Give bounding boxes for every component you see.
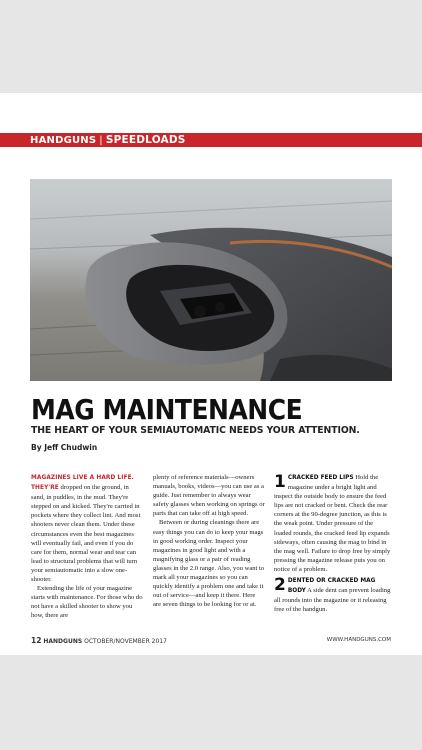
list-item-dented-mag-body <box>274 576 392 614</box>
column-1-text-1: dropped on the ground, in sand, in puddles, in the mud. They're stepped on and kicked. They're carried in pockets where they collect lint. And most shooters never clean them. Under these circumstances even the best magazines will eventually fail, and even if you do care for them, normal wear and tear can lead to structural problems that will turn your semiautomatic into a slow one-shooter. <box>31 484 141 584</box>
lead-in: MAGAZINES LIVE A HARD LIFE. THEY'RE <box>31 475 134 492</box>
section-label <box>30 133 186 147</box>
article-deck: THE HEART OF YOUR SEMIAUTOMATIC NEEDS YOUR ATTENTION. <box>31 425 360 436</box>
page-number: 12 <box>31 636 42 645</box>
item-title: DENTED OR CRACKED MAG BODY <box>287 578 376 595</box>
article-photo <box>30 179 392 381</box>
page-footer-left <box>31 636 167 645</box>
article-byline: By Jeff Chudwin <box>31 443 98 452</box>
column-2-paragraph-2: Between or during cleanings there are easy things you can do to keep your mags in good working order. Inspect your magazines in good light and with a magnifying glass or a pair of reading glasses in the 2.0 range. Also, you want to mark all your magazines so you can quickly identify a problem one and take it out of service—and keep it there. Here are seven things to be looking for or at. <box>153 519 265 609</box>
footer-issue: OCTOBER/NOVEMBER 2017 <box>84 638 167 645</box>
section-header-bar <box>0 133 422 147</box>
footer-magazine-name: HANDGUNS <box>43 638 83 645</box>
item-number: 2 <box>274 575 286 596</box>
section-separator: | <box>99 135 103 146</box>
body-column-2 <box>153 473 265 609</box>
body-column-3 <box>274 473 392 616</box>
magazine-page <box>0 93 422 655</box>
subsection-name: SPEEDLOADS <box>105 134 186 146</box>
magazine-photo-image <box>30 179 392 381</box>
item-text: Hold the magazine under a bright light and inspect the outside body to ensure the feed lips are not cracked or bent. Check the rear corners at the 90-degree junction, as this is the weak point. Under pressure of the loaded rounds, the cracked feed lip expands sideways, often causing the mag to bind in the mag well. Failure to drop free by simply pressing the magazine release puts you on notice of a problem. <box>274 474 391 573</box>
section-name: HANDGUNS <box>30 135 97 146</box>
list-item-cracked-feed-lips <box>274 473 392 574</box>
article-headline: MAG MAINTENANCE <box>31 393 303 426</box>
item-title: CRACKED FEED LIPS <box>287 475 354 481</box>
item-text: A side dent can prevent loading all rounds into the magazine or it releasing free of the handgun. <box>274 587 391 614</box>
column-2-paragraph-1: plenty of reference materials—owners manuals, books, videos—you can use as a guide. Just remember to always wear safety glasses when working on springs or parts that can take off at high speed. <box>153 474 265 518</box>
body-column-1 <box>31 473 143 621</box>
item-number: 1 <box>274 472 286 492</box>
column-1-paragraph-1 <box>31 473 143 584</box>
column-1-paragraph-2: Extending the life of your magazine starts with maintenance. For those who do not have a skilled shooter to show you how, there are <box>31 585 143 620</box>
footer-website: WWW.HANDGUNS.COM <box>326 637 391 643</box>
